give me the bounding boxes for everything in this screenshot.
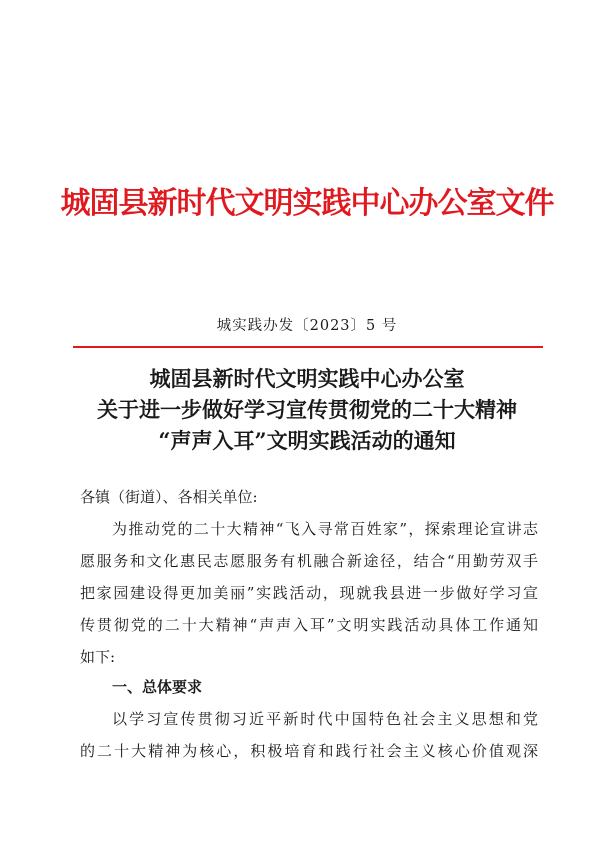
paragraph1-line-1: 为推动党的二十大精神“飞入寻常百姓家”，探索理论宣讲志 (112, 520, 538, 538)
section-1-heading: 一、总体要求 (112, 678, 203, 696)
notice-title-line-3: “声声入耳”文明实践活动的通知 (158, 428, 456, 453)
paragraph1-line-3: 把家园建设得更加美丽”实践活动，现就我县进一步做好学习宣 (80, 584, 538, 602)
paragraph1-line-4: 传贯彻党的二十大精神“声声入耳”文明实践活动具体工作通知 (80, 616, 538, 634)
notice-title-line-1: 城固县新时代文明实践中心办公室 (149, 366, 465, 391)
paragraph2-line-2: 的二十大精神为核心，积极培育和践行社会主义核心价值观深 (80, 742, 538, 760)
paragraph1-line-2: 愿服务和文化惠民志愿服务有机融合新途径，结合“用勤劳双手 (80, 552, 538, 570)
document-number: 城实践办发〔2023〕5 号 (216, 318, 398, 334)
salutation: 各镇（街道）、各相关单位: (80, 488, 258, 506)
notice-title-line-2: 关于进一步做好学习宣传贯彻党的二十大精神 (97, 397, 517, 422)
paragraph1-line-5: 如下: (80, 648, 116, 666)
paragraph2-line-1: 以学习宣传贯彻习近平新时代中国特色社会主义思想和党 (112, 710, 538, 728)
document-header-title: 城固县新时代文明实践中心办公室文件 (60, 186, 554, 221)
red-divider-rule (73, 346, 543, 348)
